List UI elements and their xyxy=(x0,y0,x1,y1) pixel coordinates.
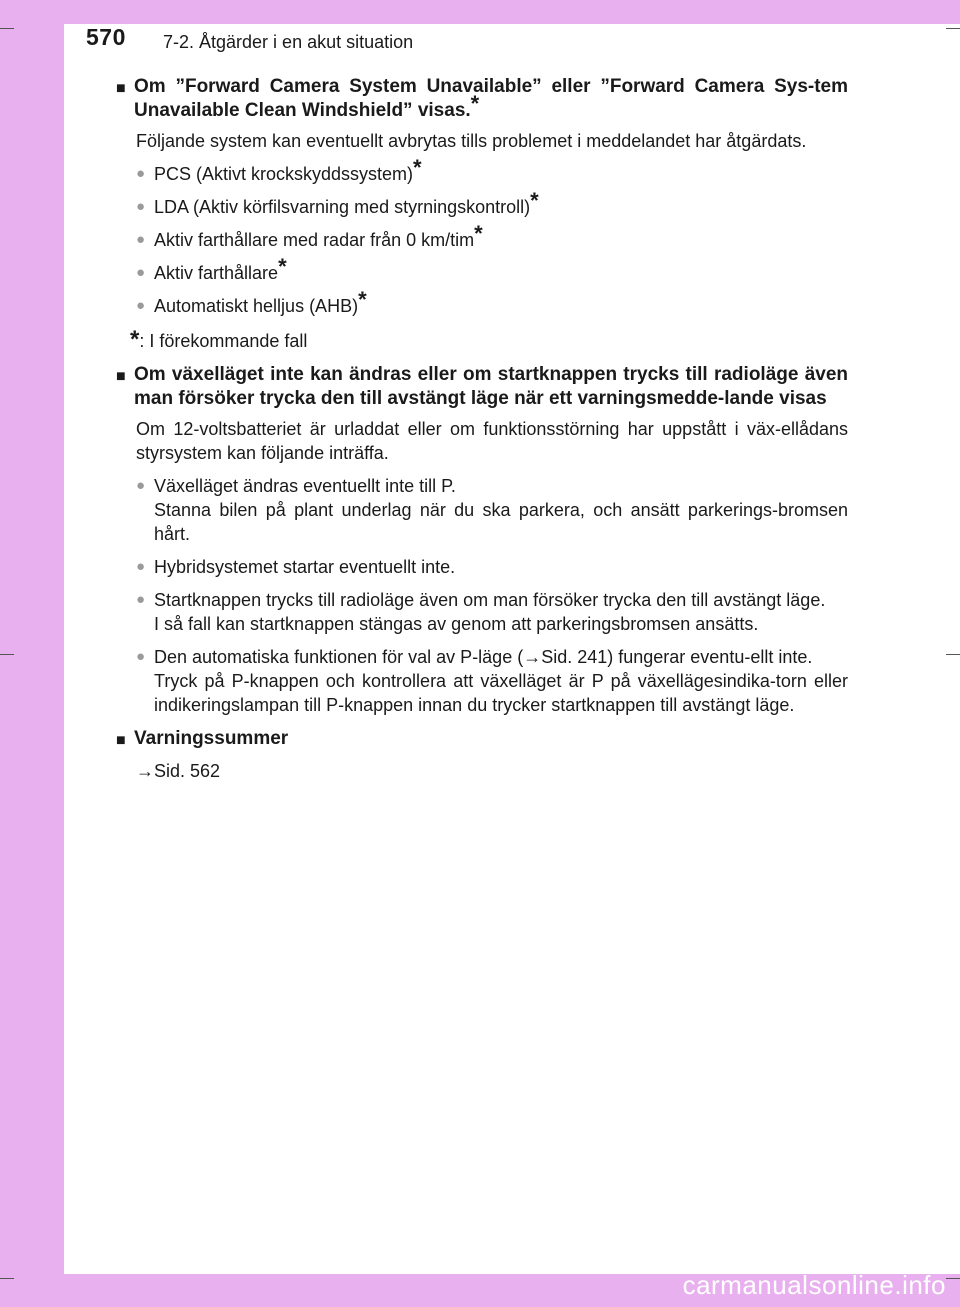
crop-mark xyxy=(0,654,14,655)
subsection-gear xyxy=(116,363,848,411)
bullet-icon: ● xyxy=(136,165,146,182)
crop-mark xyxy=(946,654,960,655)
list-item: ● Hybridsystemet startar eventuellt inte. xyxy=(136,557,456,577)
page-reference: →Sid. 562 xyxy=(136,761,221,781)
watermark: carmanualsonline.info xyxy=(682,1270,946,1300)
list-item: ● Aktiv farthållare med radar från 0 km/tim* xyxy=(136,221,483,250)
square-bullet-icon: ■ xyxy=(116,368,126,385)
asterisk-icon: * xyxy=(530,188,539,213)
bullet-icon: ● xyxy=(136,231,146,248)
square-bullet-icon: ■ xyxy=(116,80,126,97)
subsection-heading: Om ”Forward Camera System Unavailable” eller ”Forward Camera Sys-tem Unavailable Clean Windshield” visas.* xyxy=(134,76,848,121)
bullet-icon: ● xyxy=(136,591,146,608)
footnote: *: I förekommande fall xyxy=(130,326,308,353)
asterisk-icon: * xyxy=(278,254,287,279)
bullet-icon: ● xyxy=(136,264,146,281)
subsection-buzzer xyxy=(116,727,848,753)
bullet-icon: ● xyxy=(136,558,146,575)
subsection-heading: Varningssummer xyxy=(134,728,289,749)
list-item: ● Aktiv farthållare* xyxy=(136,254,287,283)
crop-mark xyxy=(946,28,960,29)
paragraph: Om 12-voltsbatteriet är urladdat eller om funktionsstörning har uppstått i väx-ellådans styrsystem kan följande inträffa. xyxy=(136,419,848,463)
bullet-icon: ● xyxy=(136,198,146,215)
asterisk-icon: * xyxy=(130,326,140,353)
paragraph: Följande system kan eventuellt avbrytas tills problemet i meddelandet har åtgärdats. xyxy=(136,131,807,151)
bullet-icon: ● xyxy=(136,297,146,314)
asterisk-icon: * xyxy=(358,287,367,312)
asterisk-icon: * xyxy=(474,221,483,246)
page-number: 570 xyxy=(86,24,126,50)
bullet-icon: ● xyxy=(136,477,146,494)
asterisk-icon: * xyxy=(470,91,480,116)
list-item: ● PCS (Aktivt krockskyddssystem)* xyxy=(136,155,422,184)
list-item: ● Den automatiska funktionen för val av P-läge (→Sid. 241) fungerar eventu-ellt inte. Tryck på P-knappen och kontrollera att växelläget är P på växellägesindika-torn eller indikeringslampan till P-knappen innan du trycker startknappen till avstängt läge. xyxy=(136,647,848,715)
bullet-icon: ● xyxy=(136,648,146,665)
list-item: ● LDA (Aktiv körfilsvarning med styrningskontroll)* xyxy=(136,188,539,217)
subsection-camera xyxy=(116,75,848,123)
crop-mark xyxy=(0,28,14,29)
crop-mark xyxy=(0,1278,14,1279)
subsection-heading: Om växelläget inte kan ändras eller om startknappen trycks till radioläge även man försöker trycka den till avstängt läge när ett varningsmedde-lande visas xyxy=(134,364,848,409)
list-item: ● Startknappen trycks till radioläge även om man försöker trycka den till avstängt läge. I så fall kan startknappen stängas av genom att parkeringsbromsen ansätts. xyxy=(136,590,826,634)
list-item: ● Automatiskt helljus (AHB)* xyxy=(136,287,367,316)
page-content xyxy=(116,75,848,783)
list-item: ● Växelläget ändras eventuellt inte till P. Stanna bilen på plant underlag när du ska parkera, och ansätt parkerings-bromsen hårt. xyxy=(136,476,848,544)
square-bullet-icon: ■ xyxy=(116,732,126,749)
asterisk-icon: * xyxy=(413,155,422,180)
crop-mark xyxy=(946,1278,960,1279)
section-title: 7-2. Åtgärder i en akut situation xyxy=(163,32,414,52)
